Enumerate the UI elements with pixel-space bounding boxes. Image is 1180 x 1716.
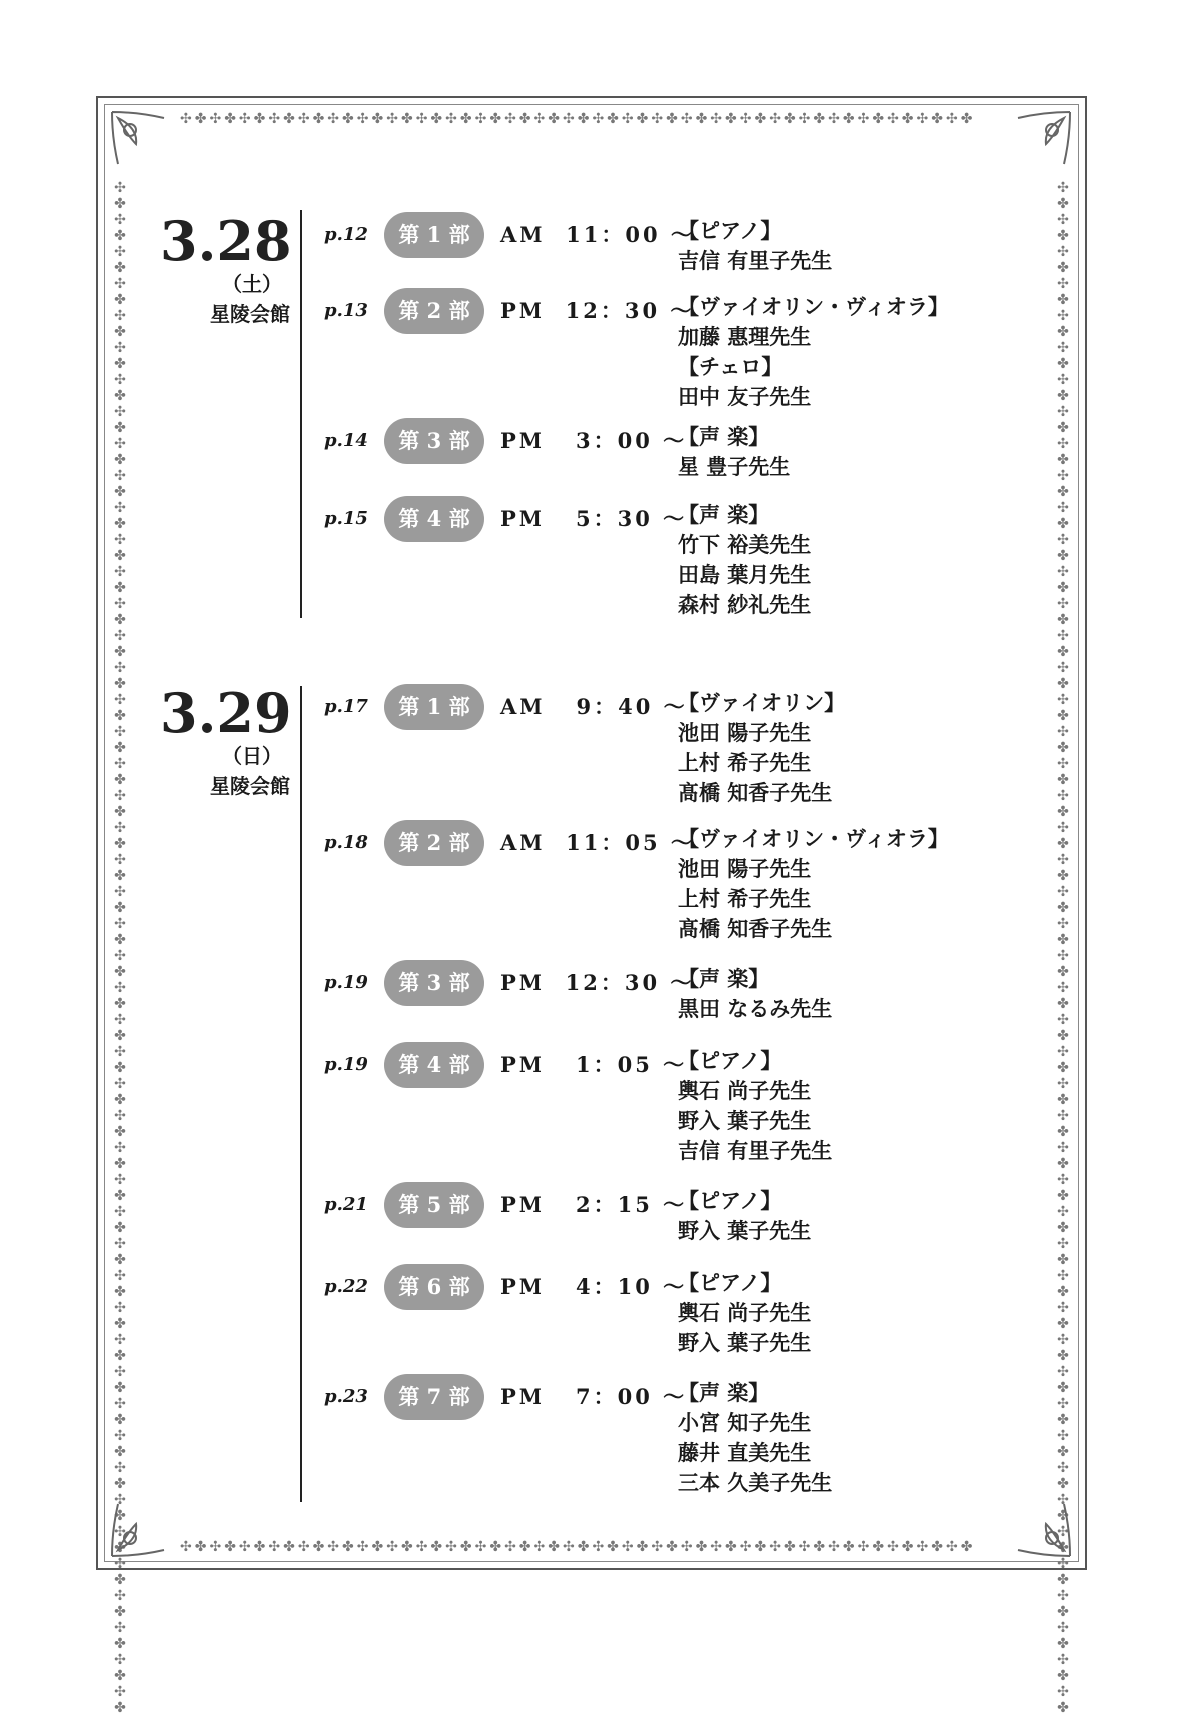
- session-page-ref: p.15: [324, 508, 368, 529]
- session-line: 【声 楽】: [678, 966, 770, 991]
- session-time: AM 11：00 〜: [500, 222, 695, 247]
- session-line: 小宮 知子先生: [678, 1410, 812, 1435]
- session-part-badge: 第 4 部: [384, 496, 484, 542]
- session-line: 【ピアノ】: [678, 1048, 782, 1073]
- session-line: 上村 希子先生: [678, 886, 812, 911]
- session-line: 池田 陽子先生: [678, 856, 812, 881]
- session-line: 竹下 裕美先生: [678, 532, 812, 557]
- day-date: 3.29: [160, 681, 292, 745]
- ornament-border-top: ✣✤✣✤✣✤✣✤✣✤✣✤✣✤✣✤✣✤✣✤✣✤✣✤✣✤✣✤✣✤✣✤✣✤✣✤✣✤✣✤✣✤✣✤✣✤✣✤✣✤✣✤✣✤: [180, 111, 976, 127]
- session-line: 野入 葉子先生: [678, 1218, 812, 1243]
- corner-ornament-top-right: [1014, 108, 1074, 168]
- session-line: 【ヴァイオリン・ヴィオラ】: [678, 826, 949, 851]
- session-page-ref: p.12: [324, 224, 368, 245]
- session-part-badge: 第 5 部: [384, 1182, 484, 1228]
- session-part-badge: 第 3 部: [384, 960, 484, 1006]
- session-page-ref: p.14: [324, 430, 368, 451]
- session-page-ref: p.23: [324, 1386, 368, 1407]
- session-page-ref: p.22: [324, 1276, 368, 1297]
- session-time: PM 12：30 〜: [500, 970, 695, 995]
- session-line: 【ピアノ】: [678, 1270, 782, 1295]
- session-line: 輿石 尚子先生: [678, 1078, 812, 1103]
- session-part-badge: 第 2 部: [384, 288, 484, 334]
- session-line: 星 豊子先生: [678, 454, 791, 479]
- day-venue: 星陵会館: [210, 302, 290, 326]
- session-part-badge: 第 1 部: [384, 684, 484, 730]
- session-line: 吉信 有里子先生: [678, 1138, 833, 1163]
- ornament-border-right: ✣✤✣✤✣✤✣✤✣✤✣✤✣✤✣✤✣✤✣✤✣✤✣✤✣✤✣✤✣✤✣✤✣✤✣✤✣✤✣✤✣✤✣✤✣✤✣✤✣✤✣✤✣✤✣✤✣✤✣✤✣✤✣✤✣✤✣✤✣✤✣✤✣✤✣✤✣✤✣✤✣✤✣✤✣✤✣✤✣✤✣✤✣✤✣✤: [1057, 180, 1069, 1716]
- day-weekday: （日）: [222, 744, 282, 768]
- session-line: 田中 友子先生: [678, 384, 812, 409]
- session-line: 【声 楽】: [678, 424, 770, 449]
- day-date: 3.28: [160, 209, 292, 273]
- session-part-badge: 第 6 部: [384, 1264, 484, 1310]
- session-page-ref: p.19: [324, 972, 368, 993]
- session-line: 田島 葉月先生: [678, 562, 812, 587]
- day-divider-line: [300, 210, 302, 618]
- session-part-badge: 第 7 部: [384, 1374, 484, 1420]
- session-line: 野入 葉子先生: [678, 1330, 812, 1355]
- session-time: PM 4：10 〜: [500, 1274, 688, 1299]
- session-time: AM 9：40 〜: [500, 694, 688, 719]
- day-weekday: （土）: [222, 272, 282, 296]
- session-page-ref: p.21: [324, 1194, 368, 1215]
- session-line: 髙橋 知香子先生: [678, 916, 833, 941]
- session-line: 野入 葉子先生: [678, 1108, 812, 1133]
- session-line: 加藤 惠理先生: [678, 324, 812, 349]
- session-line: 【声 楽】: [678, 1380, 770, 1405]
- session-part-badge: 第 2 部: [384, 820, 484, 866]
- day-venue: 星陵会館: [210, 774, 290, 798]
- session-page-ref: p.18: [324, 832, 368, 853]
- session-page-ref: p.19: [324, 1054, 368, 1075]
- session-line: 三本 久美子先生: [678, 1470, 833, 1495]
- corner-ornament-bottom-left: [108, 1500, 168, 1560]
- session-page-ref: p.13: [324, 300, 368, 321]
- session-part-badge: 第 3 部: [384, 418, 484, 464]
- session-time: AM 11：05 〜: [500, 830, 695, 855]
- session-time: PM 3：00 〜: [500, 428, 688, 453]
- session-line: 【声 楽】: [678, 502, 770, 527]
- session-page-ref: p.17: [324, 696, 368, 717]
- session-line: 【ヴァイオリン】: [678, 690, 846, 715]
- day-divider-line: [300, 686, 302, 1502]
- corner-ornament-top-left: [108, 108, 168, 168]
- session-line: 【ヴァイオリン・ヴィオラ】: [678, 294, 949, 319]
- session-line: 輿石 尚子先生: [678, 1300, 812, 1325]
- ornament-border-bottom: ✣✤✣✤✣✤✣✤✣✤✣✤✣✤✣✤✣✤✣✤✣✤✣✤✣✤✣✤✣✤✣✤✣✤✣✤✣✤✣✤✣✤✣✤✣✤✣✤✣✤✣✤✣✤: [180, 1539, 976, 1555]
- session-line: 上村 希子先生: [678, 750, 812, 775]
- corner-ornament-bottom-right: [1014, 1500, 1074, 1560]
- session-part-badge: 第 1 部: [384, 212, 484, 258]
- session-line: 髙橋 知香子先生: [678, 780, 833, 805]
- session-time: PM 2：15 〜: [500, 1192, 688, 1217]
- session-line: 森村 紗礼先生: [678, 592, 812, 617]
- session-line: 【ピアノ】: [678, 218, 782, 243]
- session-line: 黒田 なるみ先生: [678, 996, 833, 1021]
- session-time: PM 5：30 〜: [500, 506, 688, 531]
- session-line: 【チェロ】: [678, 354, 783, 379]
- session-time: PM 12：30 〜: [500, 298, 695, 323]
- session-line: 吉信 有里子先生: [678, 248, 833, 273]
- session-part-badge: 第 4 部: [384, 1042, 484, 1088]
- session-line: 藤井 直美先生: [678, 1440, 812, 1465]
- session-time: PM 7：00 〜: [500, 1384, 688, 1409]
- session-line: 【ピアノ】: [678, 1188, 782, 1213]
- session-time: PM 1：05 〜: [500, 1052, 688, 1077]
- ornament-border-left: ✣✤✣✤✣✤✣✤✣✤✣✤✣✤✣✤✣✤✣✤✣✤✣✤✣✤✣✤✣✤✣✤✣✤✣✤✣✤✣✤✣✤✣✤✣✤✣✤✣✤✣✤✣✤✣✤✣✤✣✤✣✤✣✤✣✤✣✤✣✤✣✤✣✤✣✤✣✤✣✤✣✤✣✤✣✤✣✤✣✤✣✤✣✤✣✤: [114, 180, 126, 1716]
- session-line: 池田 陽子先生: [678, 720, 812, 745]
